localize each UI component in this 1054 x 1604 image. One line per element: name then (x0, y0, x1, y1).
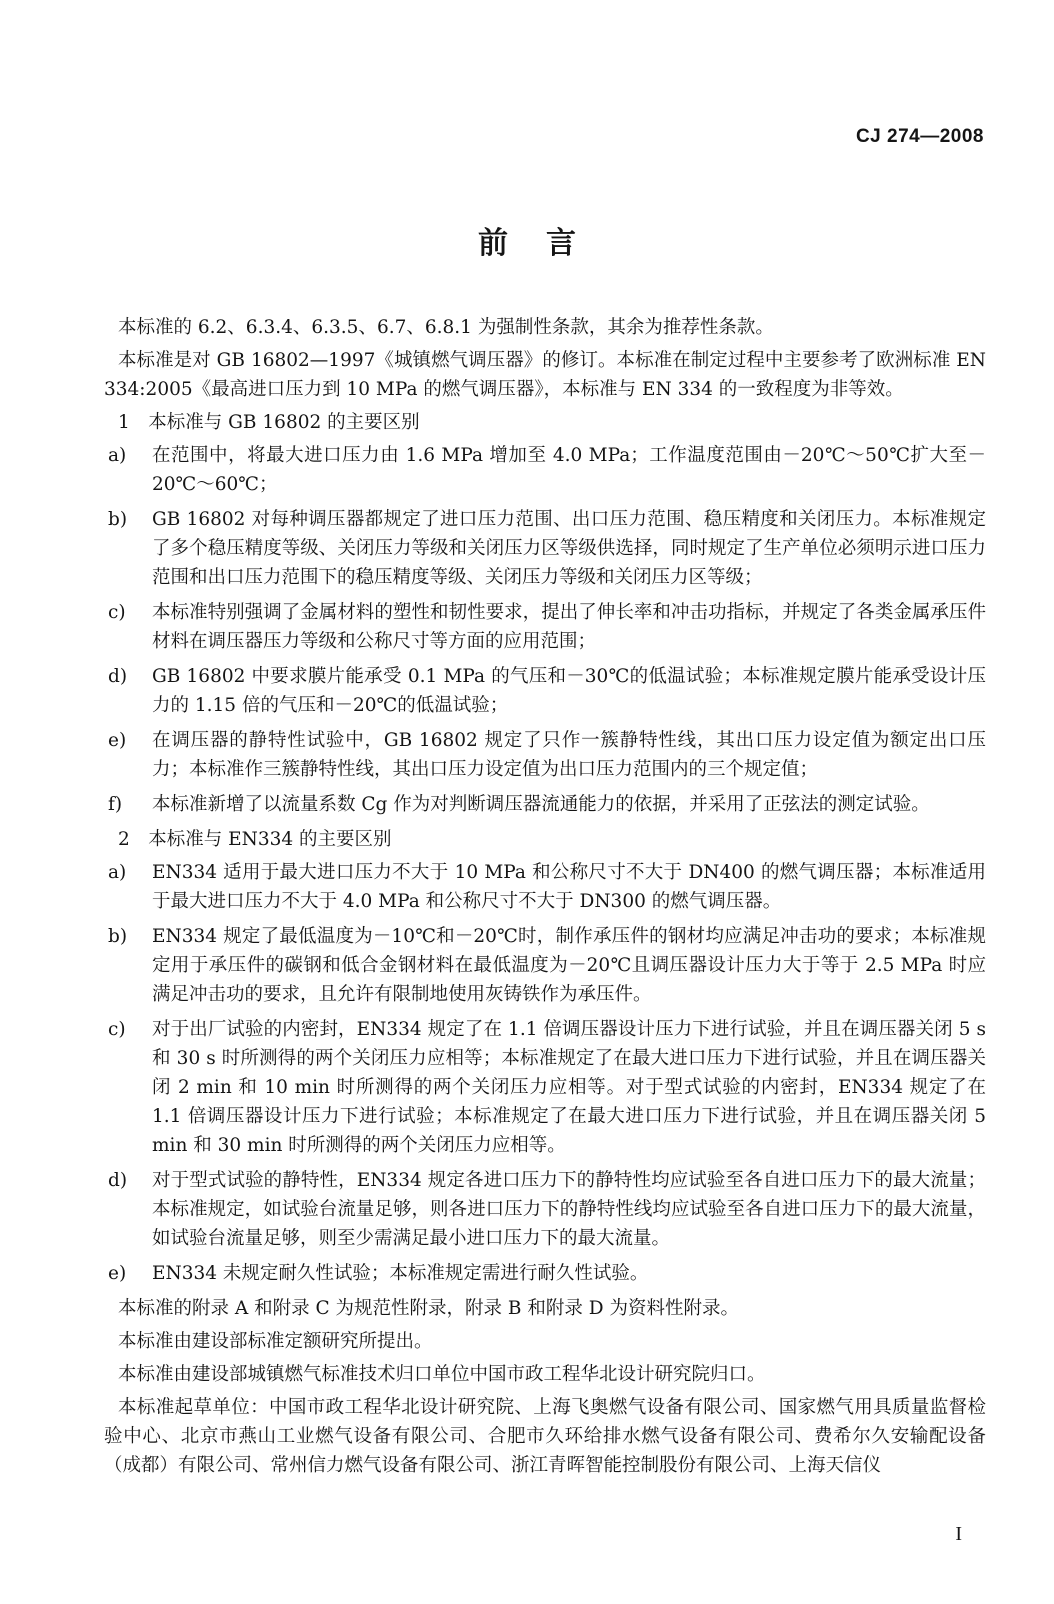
item-label: b) (108, 509, 128, 530)
item-label: c) (108, 1019, 126, 1040)
list-item (104, 726, 986, 784)
list-item (104, 1166, 986, 1253)
section-1-heading: 1 本标准与 GB 16802 的主要区别 (118, 412, 420, 433)
standard-code: CJ 274—2008 (855, 126, 984, 147)
closing-paragraph-3: 本标准由建设部城镇燃气标准技术归口单位中国市政工程华北设计研究院归口。 (118, 1364, 766, 1385)
item-label: c) (108, 602, 126, 623)
item-label: d) (108, 1170, 128, 1191)
item-text: 本标准特别强调了金属材料的塑性和韧性要求，提出了伸长率和冲击功指标，并规定了各类金属承压件材料在调压器压力等级和公称尺寸等方面的应用范围； (152, 602, 986, 652)
item-text: EN334 规定了最低温度为－10℃和－20℃时，制作承压件的钢材均应满足冲击功的要求；本标准规定用于承压件的碳钢和低合金钢材料在最低温度为－20℃且调压器设计压力大于等于 2.5 MPa 时应满足冲击功的要求，且允许有限制地使用灰铸铁作为承压件。 (152, 926, 986, 1005)
item-label: e) (108, 730, 127, 751)
item-label: a) (108, 445, 127, 466)
section-2-list (104, 858, 986, 1288)
item-text: 在范围中，将最大进口压力由 1.6 MPa 增加至 4.0 MPa；工作温度范围由－20℃～50℃扩大至－20℃～60℃； (152, 445, 986, 495)
item-text: 对于出厂试验的内密封，EN334 规定了在 1.1 倍调压器设计压力下进行试验，并且在调压器关闭 5 s 和 30 s 时所测得的两个关闭压力应相等；本标准规定了在最大进口压力下进行试验，并且在调压器关闭 2 min 和 10 min 时所测得的两个关闭压力应相等。对于型式试验的内密封，EN334 规定了在 1.1 倍调压器设计压力下进行试验；本标准规定了在最大进口压力下进行试验，并且在调压器关闭 5 min 和 30 min 时所测得的两个关闭压力应相等。 (152, 1019, 986, 1156)
intro-paragraph-1: 本标准的 6.2、6.3.4、6.3.5、6.7、6.8.1 为强制性条款，其余为推荐性条款。 (118, 317, 774, 338)
list-item (104, 922, 986, 1009)
item-text: GB 16802 中要求膜片能承受 0.1 MPa 的气压和－30℃的低温试验；本标准规定膜片能承受设计压力的 1.15 倍的气压和－20℃的低温试验； (152, 666, 986, 716)
item-label: e) (108, 1263, 127, 1284)
item-text: 对于型式试验的静特性，EN334 规定各进口压力下的静特性均应试验至各自进口压力下的最大流量；本标准规定，如试验台流量足够，则各进口压力下的静特性线均应试验至各自进口压力下的最大流量，如试验台流量足够，则至少需满足最小进口压力下的最大流量。 (152, 1170, 986, 1249)
closing-paragraph-2: 本标准由建设部标准定额研究所提出。 (118, 1331, 433, 1352)
item-label: f) (108, 794, 123, 815)
list-item (104, 1015, 986, 1160)
section-1-list (104, 441, 986, 819)
item-label: b) (108, 926, 128, 947)
item-label: a) (108, 862, 127, 883)
page-number: I (955, 1523, 962, 1545)
list-item (104, 598, 986, 656)
closing-paragraph-1: 本标准的附录 A 和附录 C 为规范性附录，附录 B 和附录 D 为资料性附录。 (118, 1298, 739, 1319)
list-item (104, 662, 986, 720)
list-item (104, 441, 986, 499)
item-label: d) (108, 666, 128, 687)
item-text: GB 16802 对每种调压器都规定了进口压力范围、出口压力范围、稳压精度和关闭压力。本标准规定了多个稳压精度等级、关闭压力等级和关闭压力区等级供选择，同时规定了生产单位必须明示进口压力范围和出口压力范围下的稳压精度等级、关闭压力等级和关闭压力区等级； (152, 509, 986, 588)
item-text: EN334 适用于最大进口压力不大于 10 MPa 和公称尺寸不大于 DN400 的燃气调压器；本标准适用于最大进口压力不大于 4.0 MPa 和公称尺寸不大于 DN300 的燃气调压器。 (152, 862, 986, 912)
item-text: 本标准新增了以流量系数 Cg 作为对判断调压器流通能力的依据，并采用了正弦法的测定试验。 (152, 794, 930, 815)
list-item (104, 1259, 986, 1288)
item-text: 在调压器的静特性试验中，GB 16802 规定了只作一簇静特性线，其出口压力设定值为额定出口压力；本标准作三簇静特性线，其出口压力设定值为出口压力范围内的三个规定值； (152, 730, 986, 780)
list-item (104, 505, 986, 592)
section-2-heading: 2 本标准与 EN334 的主要区别 (118, 829, 392, 850)
item-text: EN334 未规定耐久性试验；本标准规定需进行耐久性试验。 (152, 1263, 649, 1284)
page-title: 前言 (478, 226, 614, 261)
closing-paragraph-4: 本标准起草单位：中国市政工程华北设计研究院、上海飞奥燃气设备有限公司、国家燃气用具质量监督检验中心、北京市燕山工业燃气设备有限公司、合肥市久环给排水燃气设备有限公司、费希尔久安输配设备（成都）有限公司、常州信力燃气设备有限公司、浙江青晖智能控制股份有限公司、上海天信仪 (104, 1397, 986, 1476)
list-item (104, 858, 986, 916)
list-item (104, 790, 986, 819)
intro-paragraph-2: 本标准是对 GB 16802—1997《城镇燃气调压器》的修订。本标准在制定过程中主要参考了欧洲标准 EN 334:2005《最高进口压力到 10 MPa 的燃气调压器》，本标准与 EN 334 的一致程度为非等效。 (104, 350, 986, 400)
document-body (104, 313, 986, 1484)
